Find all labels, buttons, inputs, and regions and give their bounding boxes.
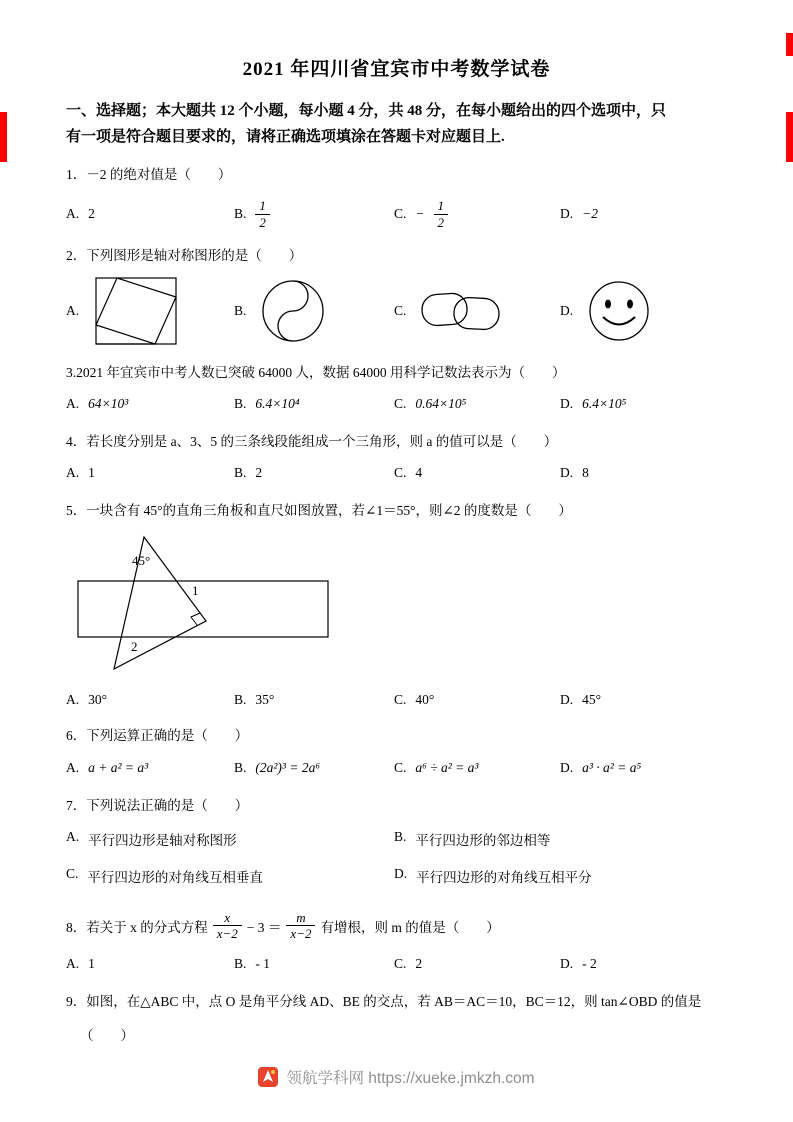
q3-option-b — [234, 396, 394, 412]
q3-option-a-value: 64×10³ — [88, 395, 129, 411]
q1-option-a-label: A. — [66, 206, 80, 222]
q2-option-a-label: A. — [66, 302, 80, 318]
question-5-stem: 5．一块含有 45°的直角三角板和直尺如图放置，若∠1＝55°，则∠2 的度数是（ ） — [66, 503, 572, 518]
q5-option-a-label: A. — [66, 692, 80, 708]
q7-option-c-value: 平行四边形的对角线互相垂直 — [87, 869, 263, 885]
q7-option-c-label: C. — [66, 865, 79, 881]
q5-option-d-label: D. — [560, 692, 574, 708]
question-8 — [66, 906, 727, 974]
q3-option-d-label: D. — [560, 395, 574, 411]
q1-option-d — [560, 206, 727, 222]
q1-option-c-label: C. — [394, 206, 407, 222]
q1-option-c-denominator: 2 — [437, 214, 445, 230]
q8-option-a-value: 1 — [88, 955, 95, 971]
q6-option-a — [66, 760, 234, 776]
q4-option-c — [394, 465, 560, 481]
question-5-options — [66, 690, 727, 710]
q5-option-b — [234, 692, 394, 708]
q1-option-a-value: 2 — [88, 206, 95, 222]
q8-fraction-1-denominator: x−2 — [216, 926, 238, 942]
left-eye — [605, 299, 611, 308]
q5-option-c — [394, 692, 560, 708]
q6-option-b-value: (2a²)³ = 2a⁶ — [255, 759, 321, 775]
q3-option-b-label: B. — [234, 395, 247, 411]
q6-option-c — [394, 760, 560, 776]
q1-option-b-fraction — [255, 199, 270, 229]
s-curve — [278, 281, 308, 341]
q7-option-a-value: 平行四边形是轴对称图形 — [88, 832, 237, 848]
q3-option-d-value: 6.4×10⁵ — [582, 395, 627, 411]
q1-option-c-numerator: 1 — [434, 199, 449, 215]
q1-option-b-numerator: 1 — [255, 199, 270, 215]
q4-option-c-label: C. — [394, 465, 407, 480]
q5-option-d — [560, 692, 727, 708]
q8-option-b-label: B. — [234, 955, 247, 971]
section-header-line1: 一、选择题；本大题共 12 个小题，每小题 4 分，共 48 分，在每小题给出的四个选项中，只 — [66, 103, 667, 119]
right-eye — [627, 299, 633, 308]
q1-option-d-label: D. — [560, 206, 574, 222]
q2-option-a — [66, 275, 234, 347]
q7-option-d-label: D. — [394, 865, 408, 881]
q7-option-b-label: B. — [394, 828, 407, 844]
q3-option-d — [560, 396, 727, 412]
right-angle-mark — [191, 613, 200, 625]
q7-option-c — [66, 866, 394, 886]
q3-option-a — [66, 396, 234, 412]
q2-option-b — [234, 278, 394, 344]
question-1-stem: 1．－2 的绝对值是（ ） — [66, 167, 232, 182]
question-7 — [66, 796, 727, 886]
q8-fraction-2 — [286, 911, 315, 941]
question-4-stem: 4．若长度分别是 a、3、5 的三条线段能组成一个三角形，则 a 的值可以是（ ） — [66, 433, 558, 449]
q6-option-b — [234, 760, 394, 776]
q7-option-a-label: A. — [66, 828, 80, 844]
chain-link-right — [454, 296, 501, 329]
chain-link-left — [421, 292, 468, 326]
q4-option-a-label: A. — [66, 465, 80, 480]
question-7-stem: 7．下列说法正确的是（ ） — [66, 797, 249, 813]
smiley-face-figure — [587, 279, 651, 343]
question-4-options — [66, 463, 727, 483]
question-9 — [66, 992, 727, 1047]
q1-option-a — [66, 206, 234, 222]
q2-option-c — [394, 282, 560, 340]
q6-option-c-label: C. — [394, 759, 407, 775]
q8-option-b-value: - 1 — [255, 955, 271, 971]
question-6 — [66, 726, 727, 777]
q1-option-b-label: B. — [234, 206, 247, 222]
q5-option-d-value: 45° — [582, 692, 602, 708]
q4-option-c-value: 4 — [415, 465, 423, 480]
q4-option-b-label: B. — [234, 465, 247, 480]
q4-option-d-label: D. — [560, 465, 574, 480]
q1-option-c — [394, 199, 560, 229]
q4-option-b-value: 2 — [255, 465, 263, 480]
q4-option-d-value: 8 — [582, 465, 589, 480]
q7-option-d-value: 平行四边形的对角线互相平分 — [416, 869, 592, 885]
question-2-stem: 2．下列图形是轴对称图形的是（ ） — [66, 248, 303, 264]
red-margin-mark-right-top — [786, 33, 793, 56]
ruler-rect — [78, 581, 328, 637]
q5-option-a-value: 30° — [88, 692, 108, 708]
q3-option-c-label: C. — [394, 395, 407, 411]
apex-angle-label: 45° — [132, 553, 151, 569]
q3-option-c-value: 0.64×10⁵ — [415, 395, 467, 411]
q8-option-a — [66, 956, 234, 972]
q7-option-b-value: 平行四边形的邻边相等 — [415, 832, 551, 848]
q6-option-d-label: D. — [560, 759, 574, 775]
question-8-options — [66, 954, 727, 974]
q2-option-b-label: B. — [234, 302, 247, 318]
angle-1-label: 1 — [192, 583, 199, 599]
question-6-options — [66, 758, 727, 778]
red-margin-mark-left — [0, 112, 7, 162]
footer-site-link[interactable]: 领航学科网 https://xueke.jmkzh.com — [286, 1070, 535, 1087]
chain-links-figure — [420, 282, 502, 340]
q4-option-a — [66, 465, 234, 481]
q8-option-c — [394, 956, 560, 972]
q8-option-c-value: 2 — [415, 955, 423, 971]
q2-option-c-label: C. — [394, 302, 407, 318]
q8-option-c-label: C. — [394, 955, 407, 971]
q8-fraction-2-numerator: m — [286, 911, 315, 927]
question-8-stem — [66, 906, 727, 946]
question-3 — [66, 363, 727, 414]
q3-option-c — [394, 396, 560, 412]
outer-square — [96, 278, 176, 344]
q8-stem-prefix: 8．若关于 x 的分式方程 — [66, 919, 208, 935]
q6-option-a-value: a + a² = a³ — [88, 759, 149, 775]
q8-fraction-2-denominator: x−2 — [290, 926, 312, 942]
question-7-options-row1 — [66, 829, 727, 849]
question-7-options-row2 — [66, 866, 727, 886]
q3-option-b-value: 6.4×10⁴ — [255, 395, 300, 411]
question-1-options — [66, 196, 727, 232]
q6-option-a-label: A. — [66, 759, 80, 775]
q8-fraction-1-numerator: x — [213, 911, 242, 927]
q5-option-b-label: B. — [234, 692, 247, 708]
q5-option-b-value: 35° — [255, 692, 275, 708]
question-4 — [66, 432, 727, 483]
q1-option-b — [234, 199, 394, 229]
angle-2-label: 2 — [131, 639, 138, 655]
q2-option-d — [560, 279, 727, 343]
red-margin-mark-right-mid — [786, 112, 793, 162]
q5-option-c-value: 40° — [415, 692, 435, 708]
question-1 — [66, 165, 727, 232]
square-in-square-figure — [93, 275, 181, 347]
xueke-logo-icon — [258, 1067, 278, 1087]
q4-option-b — [234, 465, 394, 481]
q7-option-d — [394, 866, 727, 886]
inner-tilted-square — [96, 278, 176, 344]
q6-option-d-value: a³ · a² = a⁵ — [582, 759, 642, 775]
smile-mouth — [603, 317, 635, 325]
q8-option-d-value: - 2 — [582, 955, 597, 971]
q8-option-d-label: D. — [560, 955, 574, 971]
q5-option-a — [66, 692, 234, 708]
q7-option-b — [394, 829, 727, 849]
question-9-stem-line2: （ ） — [80, 1028, 134, 1043]
q8-stem-suffix: 有增根，则 m 的值是（ ） — [320, 919, 500, 935]
question-2-figures — [66, 275, 727, 347]
question-3-options — [66, 394, 727, 414]
section-header — [66, 99, 727, 150]
question-6-stem: 6．下列运算正确的是（ ） — [66, 728, 249, 744]
q8-option-d — [560, 956, 727, 972]
q8-fraction-1 — [213, 911, 242, 941]
question-2 — [66, 246, 727, 346]
q1-option-c-sign: − — [415, 206, 425, 222]
q4-option-d — [560, 465, 727, 481]
page-title: 2021 年四川省宜宾市中考数学试卷 — [242, 59, 551, 80]
q8-option-b — [234, 956, 394, 972]
question-3-stem: 3.2021 年宜宾市中考人数已突破 64000 人，数据 64000 用科学记数法表示为（ ） — [66, 364, 566, 380]
q2-option-d-label: D. — [560, 302, 574, 318]
q1-option-d-value: −2 — [582, 206, 598, 222]
q4-option-a-value: 1 — [88, 465, 95, 480]
q8-stem-mid: − 3 ＝ — [246, 919, 282, 935]
q3-option-a-label: A. — [66, 395, 80, 411]
q7-option-a — [66, 829, 394, 849]
taiji-circle-figure — [260, 278, 326, 344]
q5-option-c-label: C. — [394, 692, 407, 708]
footer — [0, 1066, 793, 1088]
q8-option-a-label: A. — [66, 955, 80, 971]
q6-option-b-label: B. — [234, 759, 247, 775]
q6-option-d — [560, 760, 727, 776]
question-5 — [66, 501, 727, 710]
section-header-line2: 有一项是符合题目要求的，请将正确选项填涂在答题卡对应题目上. — [66, 128, 505, 145]
question-9-stem-line1: 9．如图，在△ABC 中，点 O 是角平分线 AD、BE 的交点，若 AB＝AC＝10，BC＝12，则 tan∠OBD 的值是 — [66, 993, 702, 1009]
triangle-ruler-figure — [74, 529, 344, 679]
q1-option-b-denominator: 2 — [259, 214, 266, 230]
q1-option-c-fraction — [434, 199, 449, 229]
set-square-triangle — [114, 537, 206, 669]
face-outline — [590, 282, 648, 340]
q6-option-c-value: a⁶ ÷ a² = a³ — [415, 759, 479, 775]
